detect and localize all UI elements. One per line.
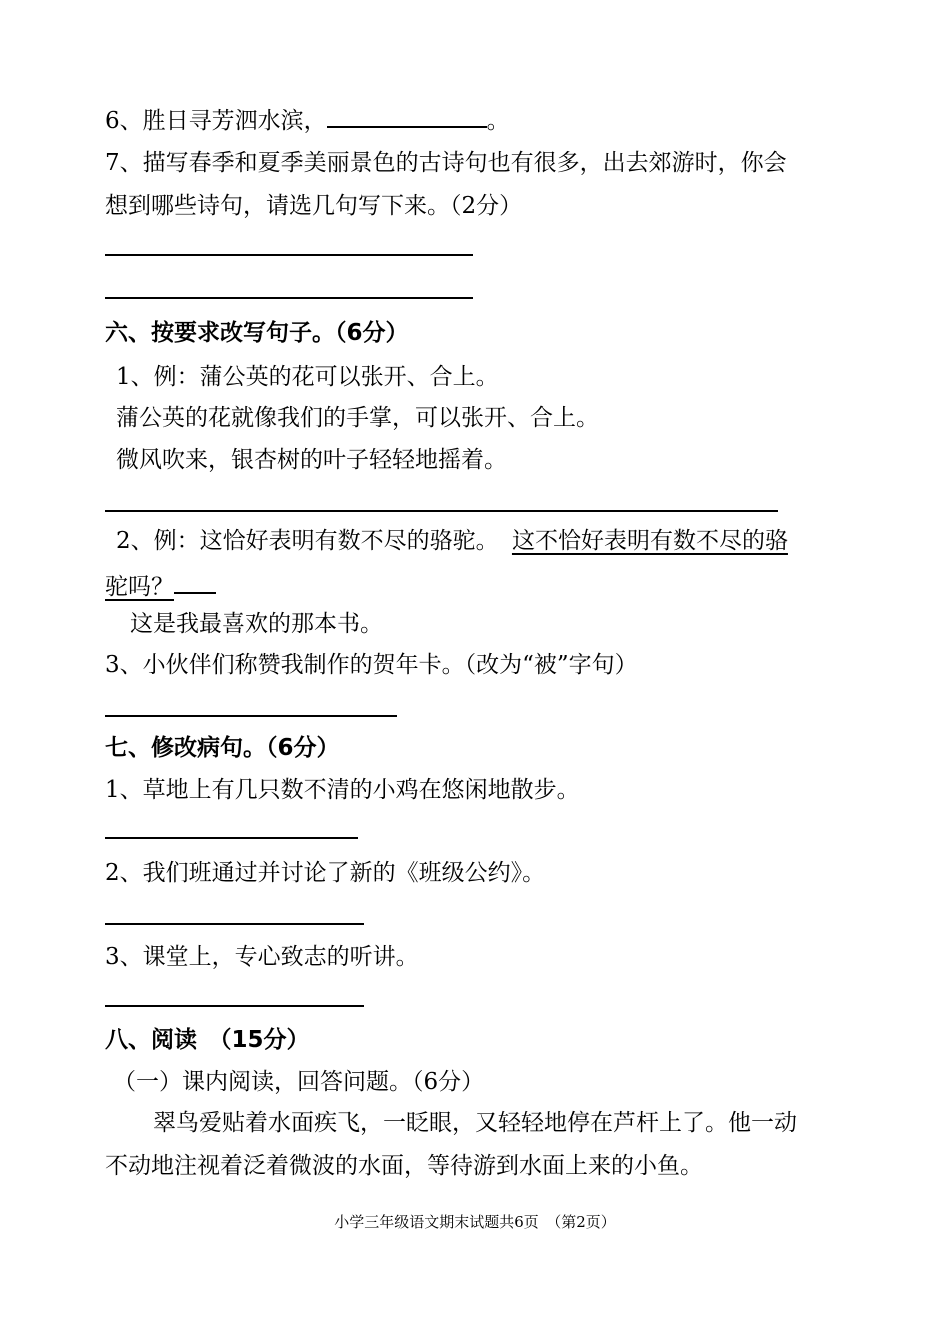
- section-7-item-3: 3、课堂上，专心致志的听讲。: [105, 944, 419, 970]
- section-8-subsection-1: （一）课内阅读，回答问题。（6分）: [113, 1069, 485, 1095]
- underline-tail: [174, 567, 216, 594]
- reading-passage-line-1: 翠鸟爱贴着水面疾飞，一眨眼，又轻轻地停在芦杆上了。他一动: [153, 1110, 797, 1136]
- section-6-item-2-task: 这是我最喜欢的那本书。: [130, 611, 383, 637]
- question-6: [105, 104, 510, 136]
- answer-line[interactable]: [105, 510, 778, 512]
- section-6-item-2-line-1: [116, 526, 788, 556]
- section-8-title: 八、阅读 （15分）: [105, 1027, 310, 1053]
- section-7-title: 七、修改病句。（6分）: [105, 735, 340, 761]
- answer-line[interactable]: [105, 254, 473, 256]
- section-6-item-2-example: 2、例：这恰好表明有数不尽的骆驼。: [116, 528, 499, 554]
- section-7-item-2: 2、我们班通过并讨论了新的《班级公约》。: [105, 860, 546, 886]
- answer-line[interactable]: [105, 715, 397, 717]
- section-7-item-1: 1、草地上有几只数不清的小鸡在悠闲地散步。: [105, 777, 580, 803]
- question-6-end: 。: [486, 108, 510, 134]
- answer-line[interactable]: [105, 837, 358, 839]
- section-6-item-1-answer: 蒲公英的花就像我们的手掌，可以张开、合上。: [116, 405, 599, 431]
- section-6-item-2-line-2: [105, 567, 216, 602]
- section-6-item-1-task: 微风吹来，银杏树的叶子轻轻地摇着。: [116, 447, 507, 473]
- page-footer: 小学三年级语文期末试题共6页 （第2页）: [334, 1213, 616, 1231]
- section-6-title: 六、按要求改写句子。（6分）: [105, 320, 409, 346]
- section-6-item-2-answer-end: 驼吗？: [105, 574, 174, 600]
- section-6-item-1-example: 1、例：蒲公英的花可以张开、合上。: [116, 364, 499, 390]
- question-6-text: 6、胜日寻芳泗水滨，: [105, 108, 327, 134]
- answer-blank[interactable]: [327, 104, 487, 128]
- answer-line[interactable]: [105, 1005, 364, 1007]
- section-6-item-3: 3、小伙伴们称赞我制作的贺年卡。（改为“被”字句）: [105, 652, 638, 678]
- question-7-line-1: 7、描写春季和夏季美丽景色的古诗句也有很多，出去郊游时，你会: [105, 150, 787, 176]
- section-6-item-2-answer: 这不恰好表明有数不尽的骆: [511, 528, 788, 554]
- question-7-line-2: 想到哪些诗句，请选几句写下来。（2分）: [105, 193, 523, 219]
- answer-line[interactable]: [105, 297, 473, 299]
- answer-line[interactable]: [105, 923, 364, 925]
- reading-passage-line-2: 不动地注视着泛着微波的水面，等待游到水面上来的小鱼。: [105, 1153, 703, 1179]
